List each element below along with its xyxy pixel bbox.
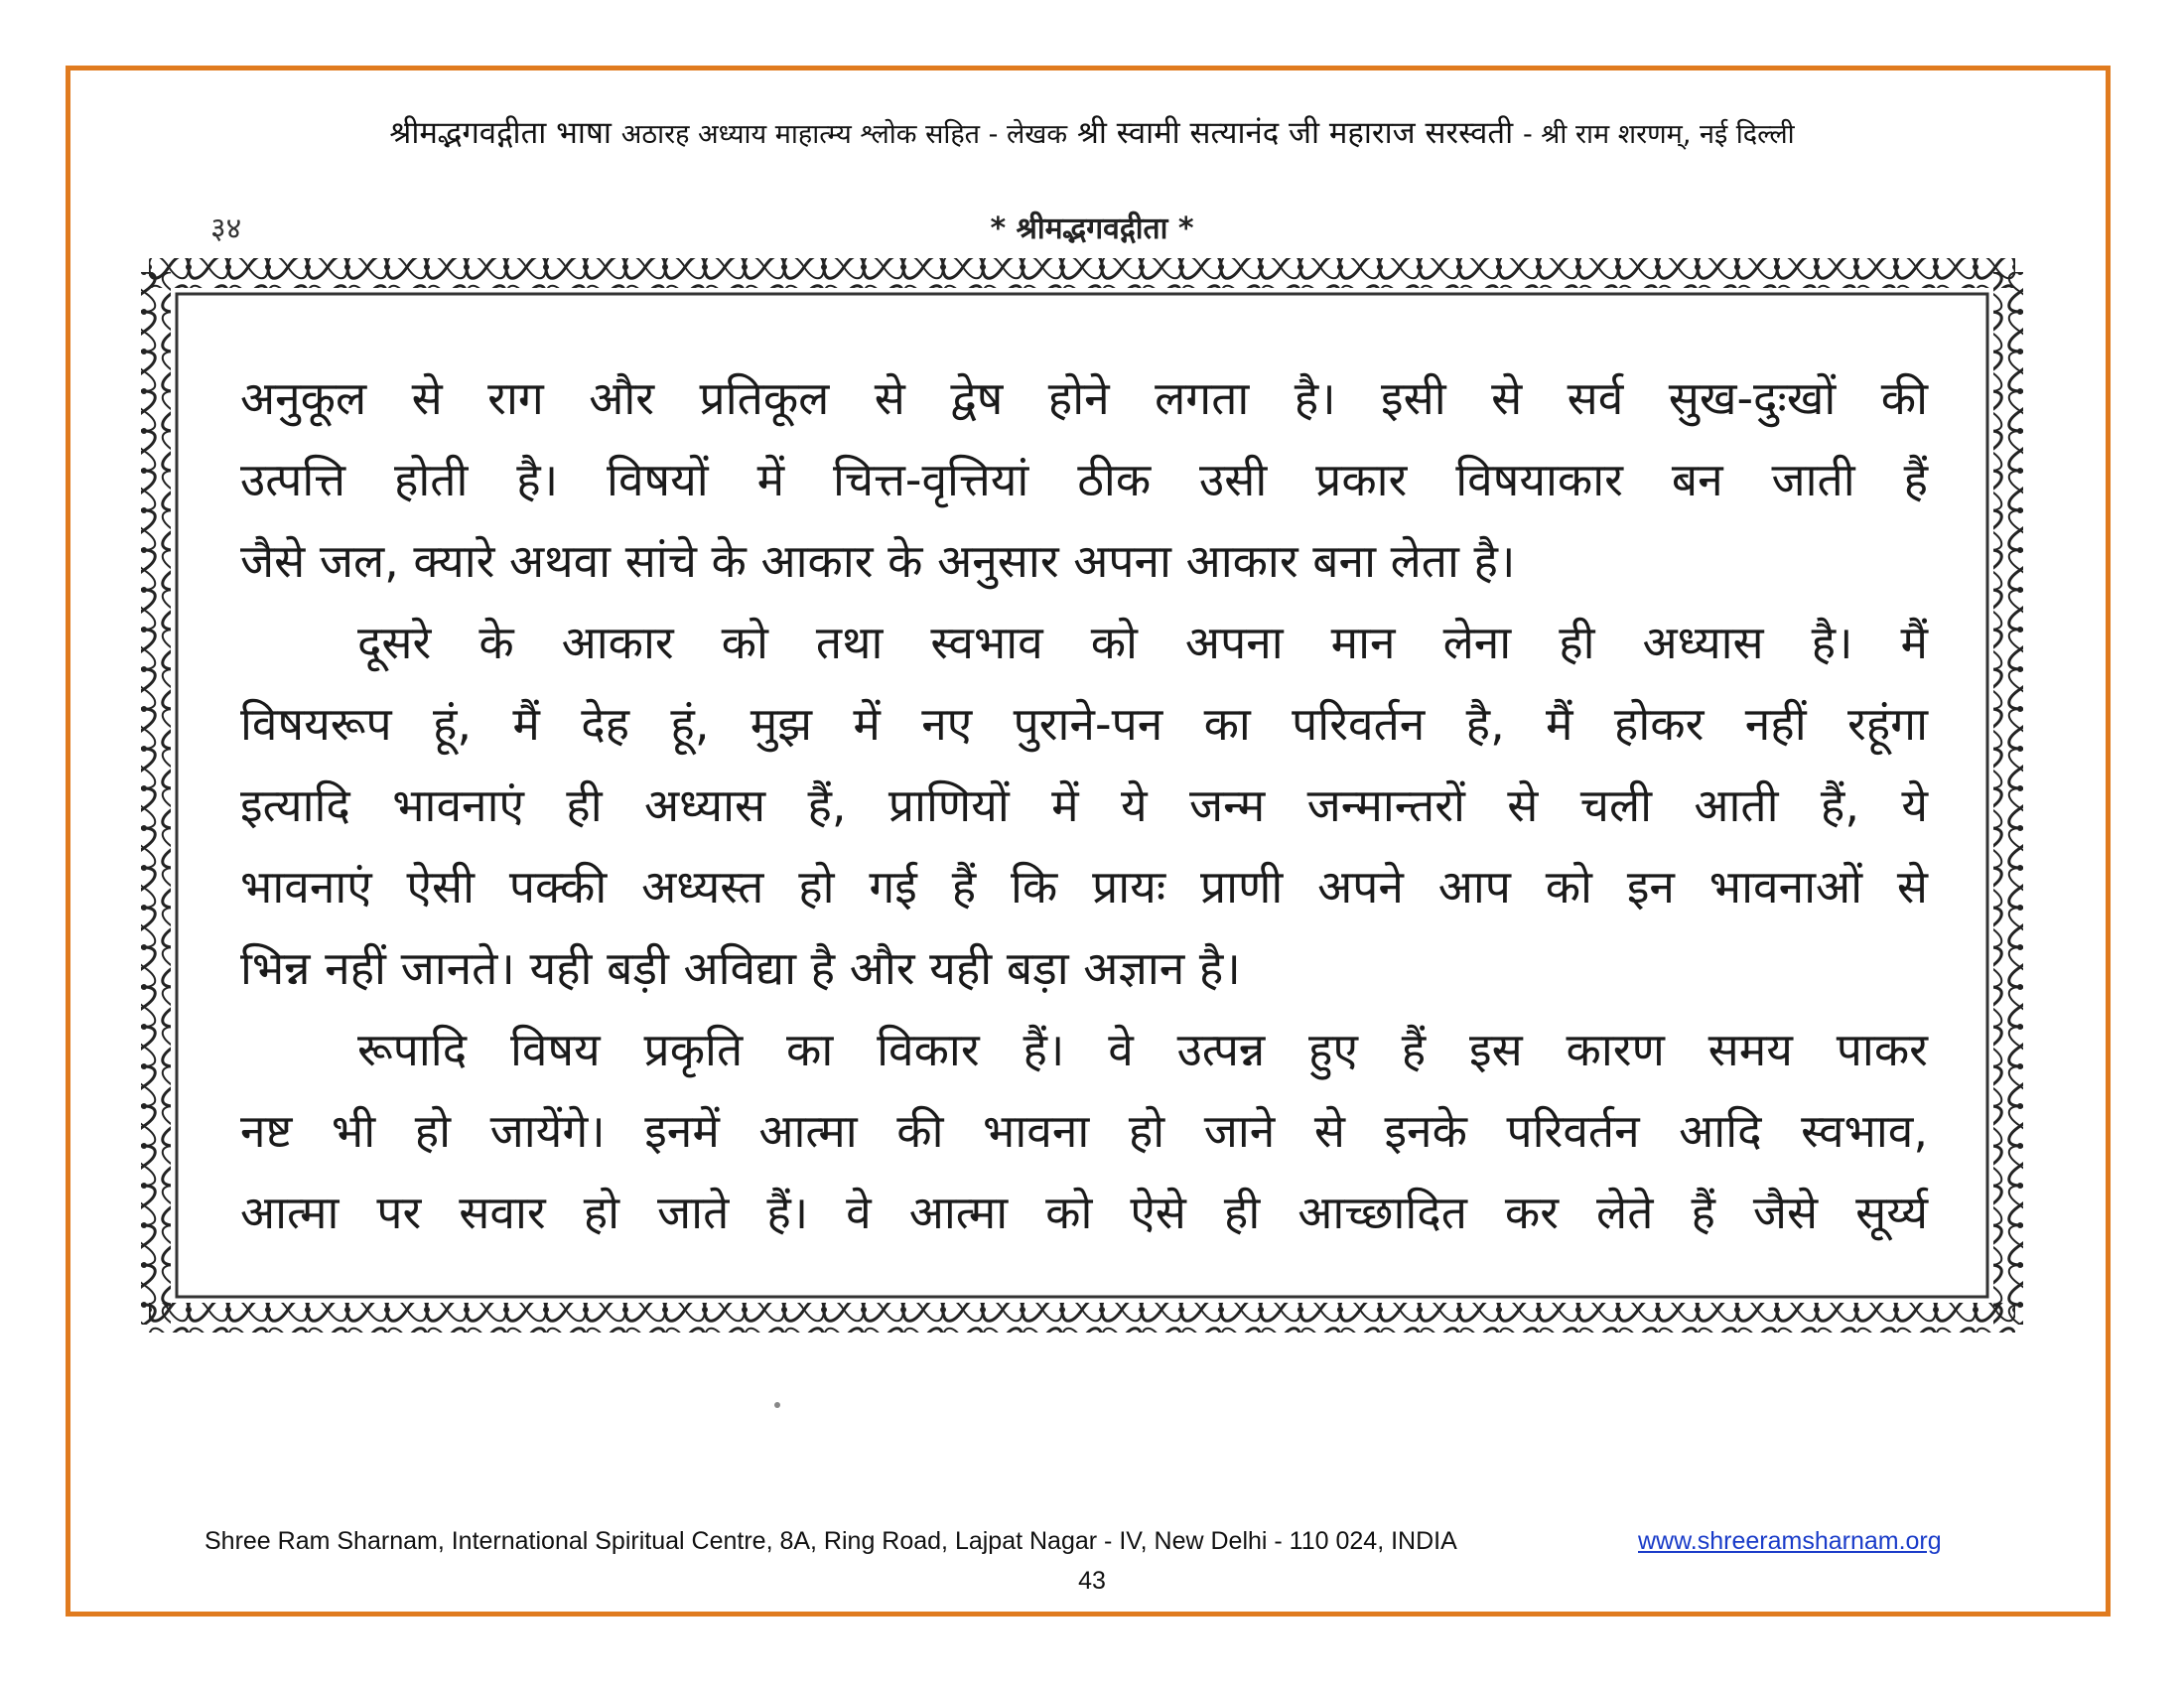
scanned-text-body: [240, 357, 1928, 1253]
ornament-bottom: [149, 1303, 2015, 1333]
text-line: विषयरूप हूं, मैं देह हूं, मुझ में नए पुराने-पन का परिवर्तन है, मैं होकर नहीं रहूंगा: [240, 697, 1928, 751]
header-title: श्रीमद्भगवद्गीता भाषा: [389, 115, 612, 151]
ornament-top: [149, 258, 2015, 288]
text-line: रूपादि विषय प्रकृति का विकार हैं। वे उत्पन्न हुए हैं इस कारण समय पाकर: [357, 1023, 1928, 1076]
document-header: [89, 111, 2095, 153]
scan-speck: [774, 1402, 780, 1408]
ornament-right: [1993, 272, 2023, 1325]
text-line: उत्पत्ति होती है। विषयों में चित्त-वृत्तियां ठीक उसी प्रकार विषयाकार बन जाती हैं: [240, 453, 1928, 506]
text-line: दूसरे के आकार को तथा स्वभाव को अपना मान लेना ही अध्यास है। मैं: [357, 616, 1928, 669]
text-line: इत्यादि भावनाएं ही अध्यास हैं, प्राणियों में ये जन्म जन्मान्तरों से चली आती हैं, ये: [240, 778, 1928, 832]
text-line: भिन्न नहीं जानते। यही बड़ी अविद्या है और यही बड़ा अज्ञान है।: [240, 941, 1241, 995]
scan-page-number: ३४: [210, 211, 242, 246]
ornament-left: [141, 272, 171, 1325]
footer-page-number: 43: [1078, 1567, 1106, 1595]
scan-title: * श्रीमद्भगवद्गीता *: [990, 211, 1194, 246]
website-link[interactable]: www.shreeramsharnam.org: [1638, 1527, 1942, 1555]
text-line: नष्ट भी हो जायेंगे। इनमें आत्मा की भावना हो जाने से इनके परिवर्तन आदि स्वभाव,: [240, 1104, 1928, 1158]
text-line: आत्मा पर सवार हो जाते हैं। वे आत्मा को ऐसे ही आच्छादित कर लेते हैं जैसे सूर्य्य: [240, 1186, 1928, 1239]
header-author: श्री स्वामी सत्यानंद जी महाराज सरस्वती: [1076, 115, 1514, 151]
header-publisher: - श्री राम शरणम्, नई दिल्ली: [1522, 119, 1795, 150]
text-line: जैसे जल, क्यारे अथवा सांचे के आकार के अनुसार अपना आकार बना लेता है।: [240, 534, 1516, 588]
footer-address: Shree Ram Sharnam, International Spiritual Centre, 8A, Ring Road, Lajpat Nagar - IV, New Delhi - 110 024, INDIA: [205, 1527, 1457, 1555]
header-subtitle: अठारह अध्याय माहात्म्य श्लोक सहित - लेखक: [620, 119, 1068, 150]
text-line: अनुकूल से राग और प्रतिकूल से द्वेष होने लगता है। इसी से सर्व सुख-दुःखों की: [240, 371, 1928, 425]
text-line: भावनाएं ऐसी पक्की अध्यस्त हो गई हैं कि प्रायः प्राणी अपने आप को इन भावनाओं से: [240, 860, 1928, 914]
